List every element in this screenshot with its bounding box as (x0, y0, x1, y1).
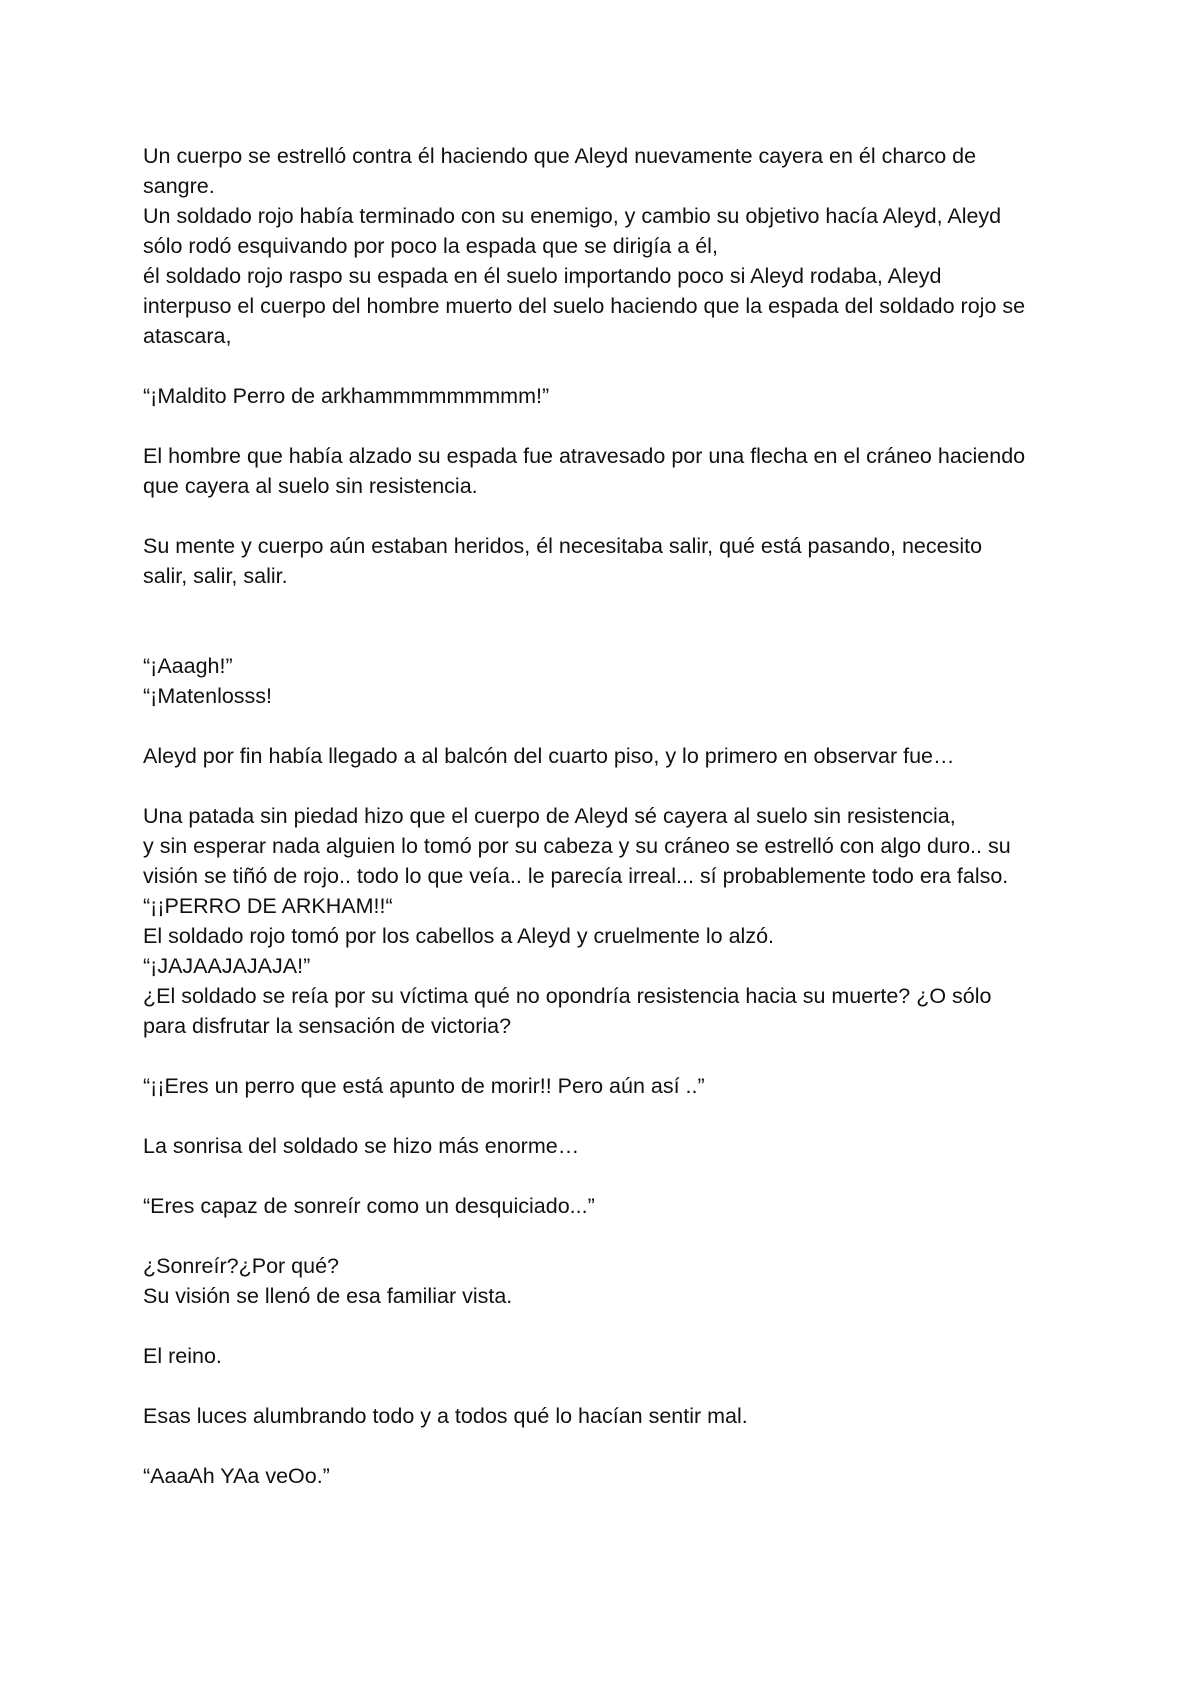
text-line: “¡¡Eres un perro que está apunto de morir!! Pero aún así ..” (143, 1074, 705, 1098)
text-line: ¿Sonreír?¿Por qué? (143, 1254, 339, 1278)
text-line: Un soldado rojo había terminado con su enemigo, y cambio su objetivo hacía Aleyd, Aleyd (143, 204, 1002, 228)
paragraph (143, 921, 1063, 951)
text-line: atascara, (143, 324, 232, 348)
text-line: El reino. (143, 1344, 222, 1368)
blank-line (143, 591, 1063, 651)
text-line: y sin esperar nada alguien lo tomó por su cabeza y su cráneo se estrelló con algo duro.. su (143, 834, 1011, 858)
dialogue-line (143, 1071, 1063, 1101)
text-line: Un cuerpo se estrelló contra él haciendo que Aleyd nuevamente cayera en él charco de (143, 144, 977, 168)
text-line: sólo rodó esquivando por poco la espada que se dirigía a él, (143, 234, 718, 258)
paragraph (143, 141, 1063, 201)
blank-line (143, 1161, 1063, 1191)
paragraph (143, 801, 1063, 831)
text-line: Esas luces alumbrando todo y a todos qué lo hacían sentir mal. (143, 1404, 748, 1428)
dialogue-line (143, 681, 1063, 711)
blank-line (143, 1041, 1063, 1071)
text-line: ¿El soldado se reía por su víctima qué no opondría resistencia hacia su muerte? ¿O sólo (143, 984, 992, 1008)
blank-line (143, 1431, 1063, 1461)
text-line: “¡Aaagh!” (143, 654, 233, 678)
text-line: Su visión se llenó de esa familiar vista. (143, 1284, 513, 1308)
text-line: que cayera al suelo sin resistencia. (143, 474, 478, 498)
dialogue-line (143, 951, 1063, 981)
text-line: “¡Maldito Perro de arkhammmmmmmmm!” (143, 384, 550, 408)
blank-line (143, 351, 1063, 381)
text-line: “AaaAh YAa veOo.” (143, 1464, 330, 1488)
text-line: salir, salir, salir. (143, 564, 288, 588)
blank-line (143, 1221, 1063, 1251)
dialogue-line (143, 1461, 1063, 1491)
paragraph (143, 1341, 1063, 1371)
blank-line (143, 411, 1063, 441)
dialogue-line (143, 651, 1063, 681)
blank-line (143, 711, 1063, 741)
dialogue-line (143, 891, 1063, 921)
text-line: La sonrisa del soldado se hizo más enorme… (143, 1134, 580, 1158)
paragraph (143, 1401, 1063, 1431)
paragraph (143, 741, 1063, 771)
text-line: “¡Matenlosss! (143, 684, 273, 708)
text-line: visión se tiñó de rojo.. todo lo que veía.. le parecía irreal... sí probablemente todo era falso. (143, 864, 1009, 888)
paragraph (143, 201, 1063, 261)
text-line: El hombre que había alzado su espada fue atravesado por una flecha en el cráneo haciendo (143, 444, 1026, 468)
text-line: él soldado rojo raspo su espada en él suelo importando poco si Aleyd rodaba, Aleyd (143, 264, 942, 288)
text-line: Su mente y cuerpo aún estaban heridos, él necesitaba salir, qué está pasando, necesito (143, 534, 983, 558)
paragraph (143, 831, 1063, 891)
text-line: Una patada sin piedad hizo que el cuerpo de Aleyd sé cayera al suelo sin resistencia, (143, 804, 956, 828)
paragraph (143, 1281, 1063, 1311)
paragraph (143, 1251, 1063, 1281)
paragraph (143, 441, 1063, 501)
blank-line (143, 771, 1063, 801)
text-line: para disfrutar la sensación de victoria? (143, 1014, 512, 1038)
text-line: interpuso el cuerpo del hombre muerto del suelo haciendo que la espada del soldado rojo se (143, 294, 1026, 318)
dialogue-line (143, 381, 1063, 411)
blank-line (143, 1101, 1063, 1131)
paragraph (143, 531, 1063, 591)
text-line: El soldado rojo tomó por los cabellos a Aleyd y cruelmente lo alzó. (143, 924, 775, 948)
text-line: “¡JAJAAJAJAJA!” (143, 954, 311, 978)
paragraph (143, 981, 1063, 1041)
blank-line (143, 501, 1063, 531)
paragraph (143, 261, 1063, 351)
text-line: Aleyd por fin había llegado a al balcón del cuarto piso, y lo primero en observar fue… (143, 744, 955, 768)
text-line: “¡¡PERRO DE ARKHAM!!“ (143, 894, 393, 918)
blank-line (143, 1311, 1063, 1341)
text-line: “Eres capaz de sonreír como un desquiciado...” (143, 1194, 595, 1218)
paragraph (143, 1131, 1063, 1161)
dialogue-line (143, 1191, 1063, 1221)
text-line: sangre. (143, 174, 215, 198)
document-body (143, 141, 1063, 1491)
blank-line (143, 1371, 1063, 1401)
